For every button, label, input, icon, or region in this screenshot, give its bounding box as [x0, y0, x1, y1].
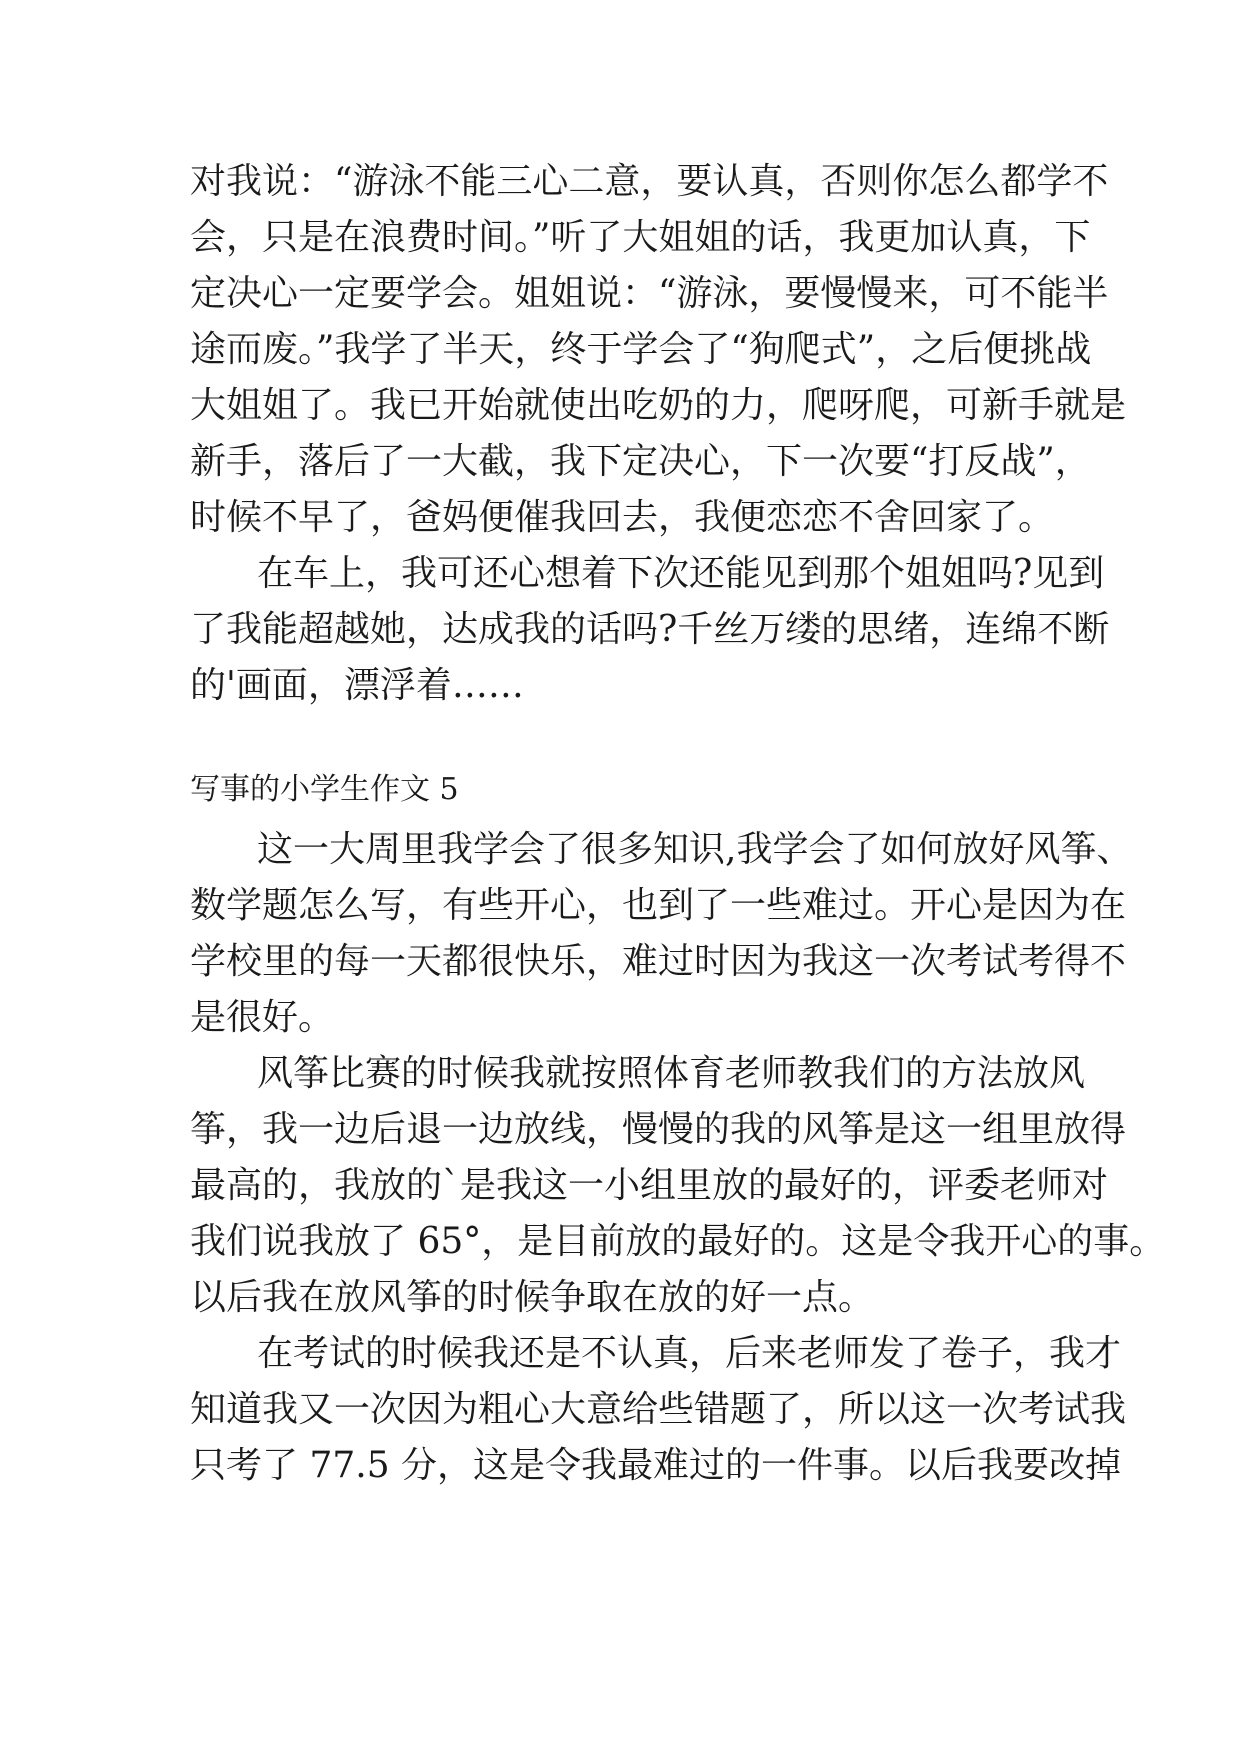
text-line: 风筝比赛的时候我就按照体育老师教我们的方法放风: [257, 1053, 1086, 1094]
text-line: 最高的，我放的`是我这一小组里放的最好的，评委老师对: [190, 1165, 1109, 1206]
text-line: 这一大周里我学会了很多知识,我学会了如何放好风筝、: [257, 829, 1133, 870]
text-line: 定决心一定要学会。姐姐说：“游泳，要慢慢来，可不能半: [190, 273, 1109, 314]
text-line: 我们说我放了 65°，是目前放的最好的。这是令我开心的事。: [190, 1221, 1166, 1262]
text-line: 筝，我一边后退一边放线，慢慢的我的风筝是这一组里放得: [190, 1109, 1127, 1150]
text-line: 了我能超越她，达成我的话吗?千丝万缕的思绪，连绵不断: [190, 609, 1110, 650]
text-line: 学校里的每一天都很快乐，难过时因为我这一次考试考得不: [190, 941, 1127, 982]
text-line: 时候不早了，爸妈便催我回去，我便恋恋不舍回家了。: [190, 497, 1055, 538]
text-line: 新手，落后了一大截，我下定决心，下一次要“打反战”，: [190, 441, 1091, 482]
text-line: 数学题怎么写，有些开心，也到了一些难过。开心是因为在: [190, 885, 1127, 926]
text-line: 知道我又一次因为粗心大意给些错题了，所以这一次考试我: [190, 1389, 1127, 1430]
text-line: 只考了 77.5 分，这是令我最难过的一件事。以后我要改掉: [190, 1445, 1122, 1486]
text-line: 在车上，我可还心想着下次还能见到那个姐姐吗?见到: [257, 553, 1105, 594]
section-title: 写事的小学生作文 5: [190, 772, 459, 807]
text-line: 途而废。”我学了半天，终于学会了“狗爬式”，之后便挑战: [190, 329, 1092, 370]
text-line: 大姐姐了。我已开始就使出吃奶的力，爬呀爬，可新手就是: [190, 385, 1127, 426]
text-line: 的'画面，漂浮着……: [190, 665, 524, 706]
text-line: 对我说：“游泳不能三心二意，要认真，否则你怎么都学不: [190, 161, 1109, 202]
text-line: 以后我在放风筝的时候争取在放的好一点。: [190, 1277, 875, 1318]
text-line: 在考试的时候我还是不认真，后来老师发了卷子，我才: [257, 1333, 1122, 1374]
text-line: 是很好。: [190, 997, 335, 1038]
text-line: 会，只是在浪费时间。”听了大姐姐的话，我更加认真，下: [190, 217, 1091, 258]
